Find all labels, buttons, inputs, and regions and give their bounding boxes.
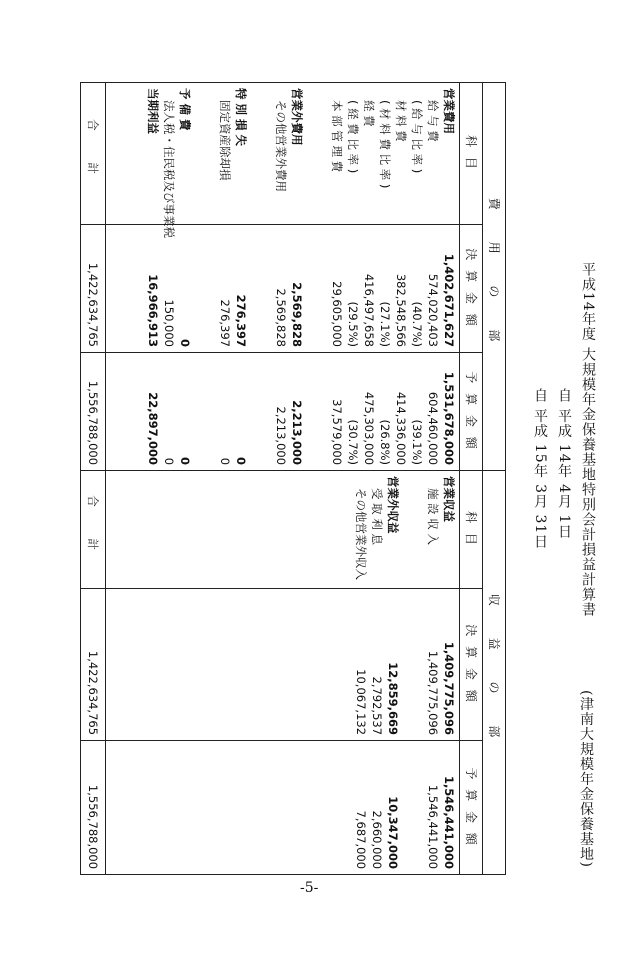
expenses-budget: (30.7%) bbox=[346, 419, 360, 466]
expenses-budget: (26.8%) bbox=[378, 419, 392, 466]
expense-actual-header: 決 算 金 額 bbox=[460, 225, 483, 353]
expenses-actual: (40.7%) bbox=[410, 301, 424, 347]
expenses-label: 営業費用 bbox=[442, 88, 456, 134]
income-budget-header: 予 算 金 額 bbox=[460, 741, 483, 875]
expenses-budget: 2,213,000 bbox=[274, 406, 288, 466]
expenses-actual: 29,605,000 bbox=[330, 281, 344, 347]
expenses-actual: 16,966,913 bbox=[146, 274, 160, 347]
expense-total-budget: 1,556,788,000 bbox=[81, 353, 106, 471]
period-to: 自 平成 15年 3月 31日 bbox=[532, 388, 548, 550]
expenses-label: その他営業外費用 bbox=[274, 100, 288, 192]
expense-total-label: 合 計 bbox=[81, 83, 106, 225]
income-actual: 1,409,775,096 bbox=[426, 650, 440, 736]
expense-actual-column bbox=[106, 225, 460, 353]
organization-name: (津南大規模年金保養基地) bbox=[578, 690, 594, 868]
expenses-label: 給 与 費 bbox=[426, 100, 440, 142]
expenses-label: 特 別 損 失 bbox=[234, 88, 248, 147]
expenses-budget: 604,460,000 bbox=[426, 391, 440, 466]
expenses-label: ( 経 費 比 率 ) bbox=[346, 100, 360, 174]
income-total-label: 合 計 bbox=[81, 471, 106, 589]
expenses-label: 材 料 費 bbox=[394, 100, 408, 142]
income-budget: 2,660,000 bbox=[370, 810, 384, 870]
income-total-actual: 1,422,634,765 bbox=[81, 589, 106, 741]
income-statement-table bbox=[80, 82, 506, 875]
period-from: 自 平成 14年 4月 1日 bbox=[556, 388, 572, 540]
income-label: 施 設 収 入 bbox=[426, 488, 440, 545]
expenses-label: 法人税・住民税及び事業税 bbox=[162, 100, 176, 238]
page-number: -5- bbox=[300, 880, 319, 896]
expenses-actual: (29.5%) bbox=[346, 301, 360, 347]
income-label: 受 取 利 息 bbox=[370, 488, 384, 545]
expense-section-header: 費 用 の 部 bbox=[483, 83, 506, 471]
income-label: 営業収益 bbox=[442, 476, 456, 523]
expenses-actual: 276,397 bbox=[234, 294, 248, 347]
expenses-label: 予 備 費 bbox=[178, 88, 192, 131]
expense-budget-column bbox=[106, 353, 460, 471]
expenses-budget: 0 bbox=[234, 457, 248, 466]
income-label: その他営業外収入 bbox=[354, 488, 368, 581]
expenses-actual: 382,548,566 bbox=[394, 273, 408, 347]
statement-title: 平成14年度 大規模年金保養基地特別会計損益計算書 bbox=[580, 262, 596, 618]
income-actual: 2,792,537 bbox=[370, 676, 384, 736]
expense-subject-header: 科 目 bbox=[460, 83, 483, 225]
expenses-budget: 2,213,000 bbox=[290, 400, 304, 466]
income-statement-table-container bbox=[80, 82, 506, 874]
expense-budget-header: 予 算 金 額 bbox=[460, 353, 483, 471]
expenses-actual: 574,020,403 bbox=[426, 273, 440, 347]
expense-subject-column bbox=[106, 83, 460, 238]
income-actual: 10,067,132 bbox=[354, 669, 368, 736]
income-budget: 1,546,441,000 bbox=[426, 784, 440, 870]
expenses-actual: 276,397 bbox=[218, 299, 232, 347]
expenses-actual: 416,497,658 bbox=[362, 273, 376, 347]
expenses-budget: 0 bbox=[218, 457, 232, 466]
expense-total-actual: 1,422,634,765 bbox=[81, 225, 106, 353]
expenses-label: 当期利益 bbox=[146, 88, 160, 134]
expenses-budget: 37,579,000 bbox=[330, 399, 344, 466]
income-label: 営業外収益 bbox=[386, 476, 400, 534]
expenses-budget: 475,303,000 bbox=[362, 391, 376, 466]
income-budget-column bbox=[106, 741, 460, 875]
expenses-budget: 414,336,000 bbox=[394, 391, 408, 466]
expenses-label: ( 材 料 費 比 率 ) bbox=[378, 100, 392, 189]
income-actual: 1,409,775,096 bbox=[442, 641, 456, 736]
income-budget: 1,546,441,000 bbox=[442, 775, 456, 870]
income-subject-header: 科 目 bbox=[460, 471, 483, 589]
expenses-label: 固定資産除却損 bbox=[218, 100, 232, 181]
expenses-actual: 1,402,671,627 bbox=[442, 253, 456, 347]
expenses-budget: 0 bbox=[162, 457, 176, 466]
expenses-budget: 1,531,678,000 bbox=[442, 371, 456, 466]
expenses-budget: (39.1%) bbox=[410, 419, 424, 466]
expenses-actual: (27.1%) bbox=[378, 301, 392, 347]
income-subject-column bbox=[106, 471, 460, 589]
expenses-label: 経 費 bbox=[362, 100, 376, 127]
income-actual-header: 決 算 金 額 bbox=[460, 589, 483, 741]
expenses-actual: 0 bbox=[178, 338, 192, 347]
expenses-label: ( 給 与 比 率 ) bbox=[410, 100, 424, 174]
expenses-actual: 2,569,828 bbox=[290, 282, 304, 347]
expenses-actual: 2,569,828 bbox=[274, 288, 288, 347]
income-actual-column bbox=[106, 589, 460, 741]
expenses-label: 営業外費用 bbox=[290, 88, 304, 146]
income-section-header: 収 益 の 部 bbox=[483, 471, 506, 875]
expenses-budget: 22,897,000 bbox=[146, 392, 160, 466]
expenses-label: 本 部 管 理 費 bbox=[330, 100, 344, 173]
expenses-actual: 150,000 bbox=[162, 299, 176, 347]
income-total-budget: 1,556,788,000 bbox=[81, 741, 106, 875]
income-budget: 10,347,000 bbox=[386, 796, 400, 870]
expenses-budget: 0 bbox=[178, 457, 192, 466]
income-actual: 12,859,669 bbox=[386, 662, 400, 736]
income-budget: 7,687,000 bbox=[354, 810, 368, 870]
